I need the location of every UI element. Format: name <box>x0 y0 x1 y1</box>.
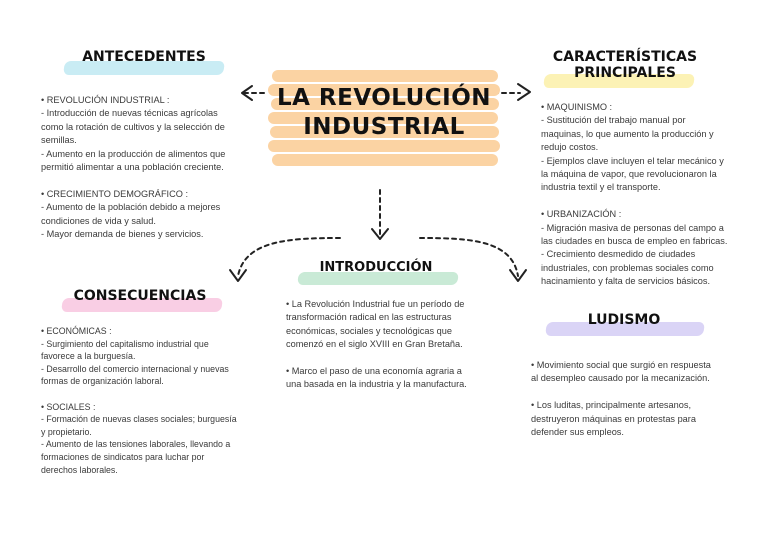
consecuencias-line: - Aumento de las tensiones laborales, llevando a <box>41 439 231 450</box>
caracteristicas-heading-line1: CARACTERÍSTICAS <box>552 49 698 65</box>
antecedentes-line: - Mayor demanda de bienes y servicios. <box>41 229 204 240</box>
consecuencias-line: - Surgimiento del capitalismo industrial que <box>41 338 209 349</box>
caracteristicas-line: - Ejemplos clave incluyen el telar mecánico y <box>541 155 724 166</box>
main-title-line1: LA REVOLUCIÓN <box>276 85 492 111</box>
consecuencias-spacer <box>41 388 266 401</box>
caracteristicas-line: la máquina de vapor, que revolucionaron la <box>541 169 717 180</box>
consecuencias-line: - Formación de nuevas clases sociales; burguesía <box>41 414 237 425</box>
introduccion-body <box>286 298 501 392</box>
antecedentes-spacer <box>41 174 261 187</box>
antecedentes-line: condiciones de vida y salud. <box>41 215 156 226</box>
caracteristicas-line: maquinas, lo que aumento la producción y <box>541 128 714 139</box>
caracteristicas-line: industriales, con problemas sociales como <box>541 262 714 273</box>
consecuencias-line: derechos laborales. <box>41 464 118 475</box>
introduccion-line: una basada en la industria y la manufactura. <box>286 379 467 390</box>
antecedentes-line: - Aumento en la producción de alimentos que <box>41 148 226 159</box>
caracteristicas-spacer <box>541 195 763 208</box>
ludismo-body <box>531 359 746 439</box>
introduccion-line: comenzó en el siglo XVIII en Gran Bretaña. <box>286 339 463 350</box>
introduccion-line: • Marco el paso de una economía agraria a <box>286 366 462 377</box>
main-title <box>268 84 500 142</box>
caracteristicas-line: - Migración masiva de personas del campo a <box>541 222 724 233</box>
antecedentes-line: como la rotación de cultivos y la selección de <box>41 121 225 132</box>
antecedentes-line: semillas. <box>41 135 77 146</box>
consecuencias-line: y propietario. <box>41 426 92 437</box>
arrowhead-consecuencias <box>230 270 246 281</box>
caracteristicas-line: hacinamiento y falta de servicios básicos. <box>541 276 711 287</box>
introduccion-spacer <box>286 352 501 365</box>
caracteristicas-heading-line2: PRINCIPALES <box>574 64 676 81</box>
caracteristicas-line: - Crecimiento desmedido de ciudades <box>541 249 696 260</box>
ludismo-line: • Los luditas, principalmente artesanos, <box>531 400 692 411</box>
antecedentes-line: - Introducción de nuevas técnicas agrícolas <box>41 108 218 119</box>
caracteristicas-heading <box>540 50 710 81</box>
introduccion-heading: INTRODUCCIÓN <box>319 260 433 275</box>
antecedentes-line: - Aumento de la población debido a mejores <box>41 202 221 213</box>
consecuencias-line: formaciones de sindicatos para luchar por <box>41 451 205 462</box>
caracteristicas-body <box>541 101 763 289</box>
introduccion-line: económicas, sociales y tecnológicas que <box>286 325 452 336</box>
main-title-line2: INDUSTRIAL <box>303 114 465 140</box>
caracteristicas-line: • URBANIZACIÓN : <box>541 209 622 220</box>
antecedentes-body <box>41 94 261 241</box>
antecedentes-heading: ANTECEDENTES <box>82 49 206 65</box>
ludismo-line: • Movimiento social que surgió en respuesta <box>531 360 711 370</box>
ludismo-spacer <box>531 386 746 399</box>
consecuencias-line: formas de organización laboral. <box>41 376 164 387</box>
consecuencias-line: • ECONÓMICAS : <box>41 326 112 336</box>
consecuencias-body <box>41 325 266 476</box>
caracteristicas-line: industria textil y el transporte. <box>541 182 661 193</box>
introduccion-line: transformación radical en las estructuras <box>286 312 452 323</box>
ludismo-line: destruyeron máquinas en protestas para <box>531 413 696 424</box>
ludismo-heading: LUDISMO <box>587 312 661 328</box>
consecuencias-line: favorece a la burguesía. <box>41 351 136 362</box>
antecedentes-line: • REVOLUCIÓN INDUSTRIAL : <box>41 95 170 105</box>
introduccion-line: • La Revolución Industrial fue un período de <box>286 299 465 309</box>
ludismo-line: al desempleo causado por la mecanización. <box>531 373 710 384</box>
consecuencias-heading: CONSECUENCIAS <box>73 288 207 304</box>
antecedentes-line: permitió alimentar a una población creciente. <box>41 162 224 173</box>
ludismo-line: defender sus empleos. <box>531 427 624 438</box>
caracteristicas-line: las ciudades en busca de empleo en fabricas. <box>541 236 728 247</box>
antecedentes-line: • CRECIMIENTO DEMOGRÁFICO : <box>41 188 188 199</box>
caracteristicas-line: redujo costos. <box>541 142 599 153</box>
caracteristicas-line: • MAQUINISMO : <box>541 102 613 112</box>
consecuencias-line: - Desarrollo del comercio internacional y nuevas <box>41 363 229 374</box>
consecuencias-line: • SOCIALES : <box>41 401 96 412</box>
caracteristicas-line: - Sustitución del trabajo manual por <box>541 115 686 126</box>
